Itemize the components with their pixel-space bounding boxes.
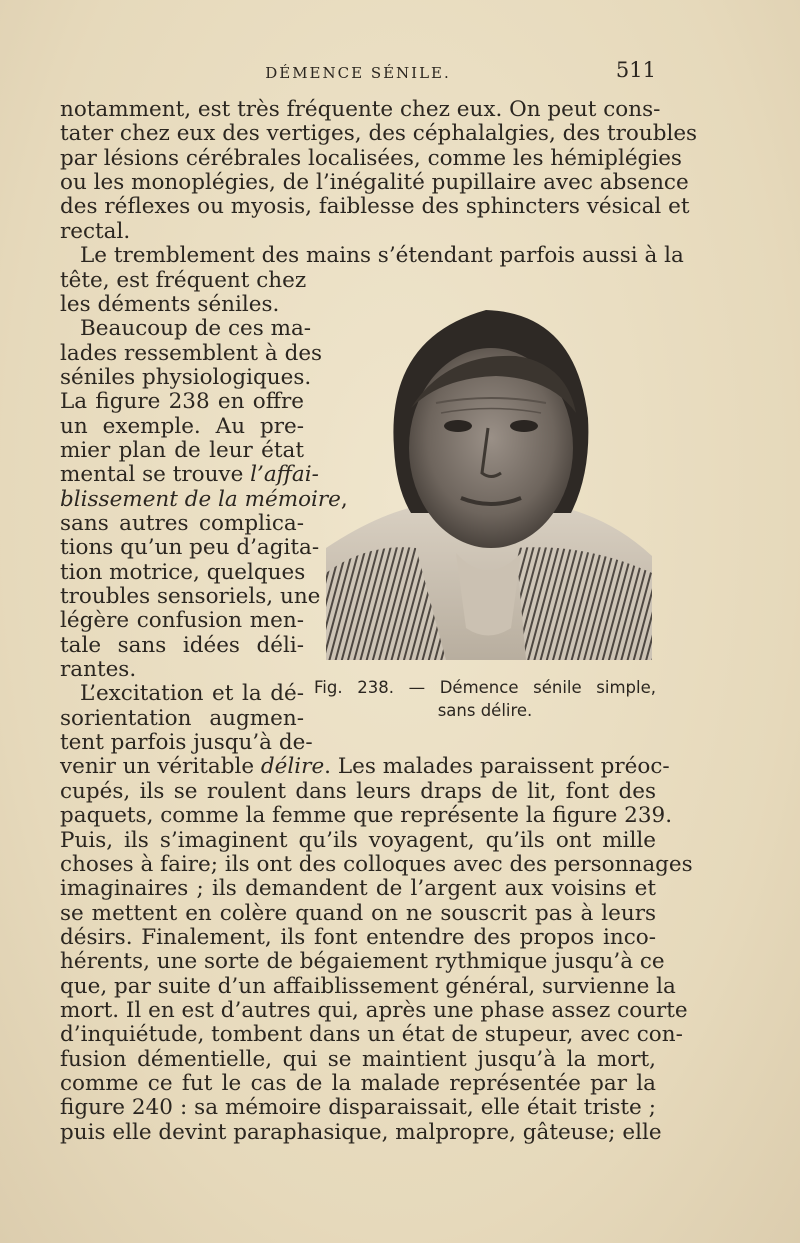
emphasis-text: délire xyxy=(260,754,325,779)
text-run: venir un véritable xyxy=(60,754,261,779)
text-line: mier plan de leur état xyxy=(60,438,304,463)
text-line: Puis, ils s’imaginent qu’ils voyagent, qu’ils ont mille xyxy=(60,828,656,853)
text-line: hérents, une sorte de bégaiement rythmique jusqu’à ce xyxy=(60,949,665,974)
text-line: Beaucoup de ces ma- xyxy=(80,316,312,341)
text-line: d’inquiétude, tombent dans un état de stupeur, avec con- xyxy=(60,1022,683,1047)
page-number: 511 xyxy=(615,58,656,82)
text-line: mort. Il en est d’autres qui, après une phase assez courte xyxy=(60,998,688,1023)
text-line: La figure 238 en offre xyxy=(60,389,304,414)
text-line: lades ressemblent à des xyxy=(60,341,323,366)
emphasis-text: l’affai- xyxy=(250,462,319,487)
text-line: ou les monoplégies, de l’inégalité pupillaire avec absence xyxy=(60,170,689,195)
text-line: un exemple. Au pre- xyxy=(60,414,304,439)
text-line: Le tremblement des mains s’étendant parfois aussi à la xyxy=(80,243,684,268)
text-line: choses à faire; ils ont des colloques avec des personnages xyxy=(60,852,693,877)
text-line: tions qu’un peu d’agita- xyxy=(60,535,320,560)
text-line: tater chez eux des vertiges, des céphalalgies, des troubles xyxy=(60,121,698,146)
emphasis-text: blissement de la mémoire xyxy=(60,487,341,512)
text-line: troubles sensoriels, une xyxy=(60,584,321,609)
text-line: imaginaires ; ils demandent de l’argent aux voisins et xyxy=(60,876,656,901)
text-line: rectal. xyxy=(60,219,131,244)
text-line: que, par suite d’un affaiblissement général, survienne la xyxy=(60,974,676,999)
text-line: désirs. Finalement, ils font entendre des propos inco- xyxy=(60,925,656,950)
portrait-photograph-graphic xyxy=(326,298,652,660)
text-line: tale sans idées déli- xyxy=(60,633,304,658)
text-line: rantes. xyxy=(60,657,137,682)
text-line: des réflexes ou myosis, faiblesse des sphincters vésical et xyxy=(60,194,690,219)
text-line: légère confusion men- xyxy=(60,608,304,633)
text-line: tion motrice, quelques xyxy=(60,560,306,585)
text-line: fusion démentielle, qui se maintient jusqu’à la mort, xyxy=(60,1047,656,1072)
portrait-photograph xyxy=(326,298,652,660)
text-line: cupés, ils se roulent dans leurs draps de lit, font des xyxy=(60,779,656,804)
page-header xyxy=(60,58,656,90)
text-line: séniles physiologiques. xyxy=(60,365,312,390)
text-line xyxy=(60,487,348,513)
text-line: tête, est fréquent chez xyxy=(60,268,307,293)
text-run: mental se trouve xyxy=(60,462,251,487)
text-run: , xyxy=(340,487,348,512)
text-line: sans autres complica- xyxy=(60,511,304,536)
text-line xyxy=(60,754,670,780)
text-run: . Les malades paraissent préoc- xyxy=(324,754,670,779)
text-line: les déments séniles. xyxy=(60,292,280,317)
text-line: paquets, comme la femme que représente la figure 239. xyxy=(60,803,673,828)
figure-caption: sans délire. xyxy=(437,701,533,720)
text-line xyxy=(60,462,319,488)
text-line: puis elle devint paraphasique, malpropre, gâteuse; elle xyxy=(60,1120,662,1145)
figure-caption: Fig. 238. — Démence sénile simple, xyxy=(314,678,656,697)
running-title: DÉMENCE SÉNILE. xyxy=(265,64,451,82)
text-line: sorientation augmen- xyxy=(60,706,304,731)
text-line: comme ce fut le cas de la malade représentée par la xyxy=(60,1071,656,1096)
text-line: L’excitation et la dé- xyxy=(80,681,304,706)
text-line: notamment, est très fréquente chez eux. On peut cons- xyxy=(60,97,661,122)
text-line: se mettent en colère quand on ne souscrit pas à leurs xyxy=(60,901,656,926)
text-line: par lésions cérébrales localisées, comme les hémiplégies xyxy=(60,146,682,171)
text-line: figure 240 : sa mémoire disparaissait, elle était triste ; xyxy=(60,1095,656,1120)
text-line: tent parfois jusqu’à de- xyxy=(60,730,313,755)
